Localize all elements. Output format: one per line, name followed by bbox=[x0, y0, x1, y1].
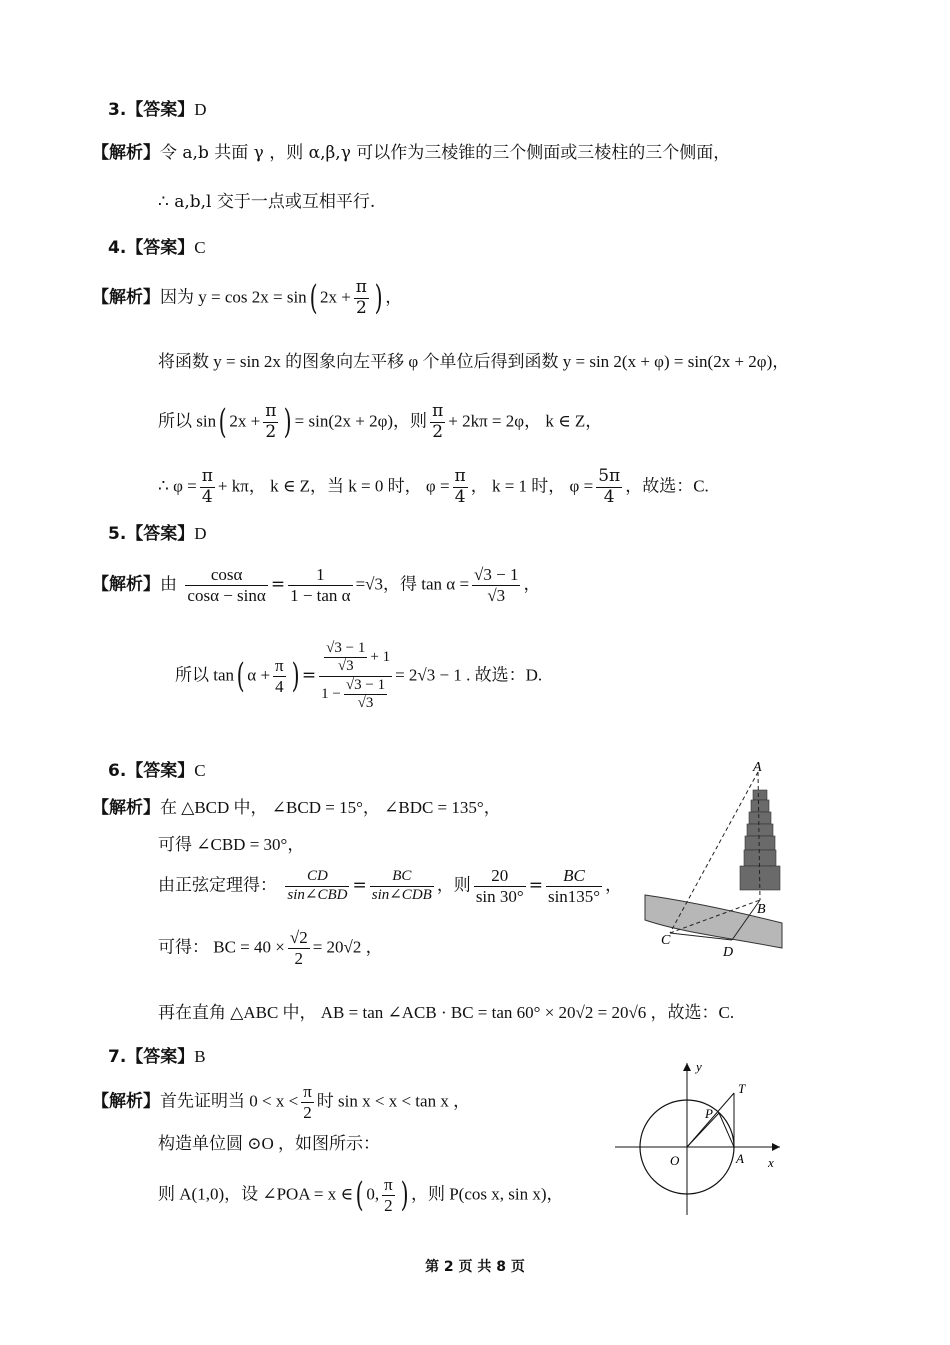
q6-line2: 可得 ∠CBD = 30°， bbox=[158, 835, 305, 854]
pagoda-figure bbox=[640, 760, 790, 960]
q6-line5: 再在直角 △ABC 中， AB = tan ∠ACB · BC = tan 60° × 20√2 = 20√6 ，故选：C. bbox=[158, 1003, 735, 1022]
fig-label-b: B bbox=[757, 902, 766, 917]
q6-line4: 可得： BC = 40 × $\frac{√2}{2}$ = 20√2 ， bbox=[158, 928, 383, 968]
fig-label-y: y bbox=[696, 1059, 702, 1074]
q5-header: 5.【答案】D bbox=[108, 524, 207, 544]
q3-line1: 【解析】令 a,b 共面 γ ，则 α,β,γ 可以作为三棱锥的三个侧面或三棱柱的三个侧面， bbox=[92, 143, 731, 163]
q7-line2: 构造单位圆 ⊙O ，如图所示： bbox=[158, 1134, 381, 1153]
fig-label-o: O bbox=[670, 1153, 680, 1168]
q4-line2: 将函数 y = sin 2x 的图象向左平移 φ 个单位后得到函数 y = sin 2(x + φ) = sin(2x + 2φ)， bbox=[158, 352, 790, 371]
q6-line1: 【解析】在 △BCD 中， ∠BCD = 15°， ∠BDC = 135°， bbox=[92, 798, 501, 818]
fig-label-a: A bbox=[753, 760, 762, 775]
unit-circle-figure bbox=[610, 1055, 790, 1220]
q4-line4: ∴ φ = $\frac{\pi}{4}$ + kπ， k ∈ Z，当 k = 0 时， φ = $\frac{\pi}{4}$ ， k = 1 时， φ = $\frac{5\pi}{4}$ ，故选：C. bbox=[158, 466, 709, 507]
q5-line1: 【解析】由 $\frac{\cos\alpha}{\cos\alpha - \sin\alpha}$ = $\frac{1}{\text{1 − tan α}}$ =√3，得 tan α = $\frac{√3 - 1}{√3}$ ， bbox=[92, 565, 541, 605]
q7-line3: 则 A(1,0)，设 ∠POA = x ∈( 0, $\frac{\pi}{2}$ ) ，则 P(cos x, sin x)， bbox=[158, 1175, 564, 1216]
fig-label-d: D bbox=[723, 945, 734, 960]
page-footer: 第 2 页 共 8 页 bbox=[425, 1259, 525, 1275]
q6-header: 6.【答案】C bbox=[108, 761, 206, 781]
q5-line2: 所以 tan( α + $\frac{\pi}{4}$ ) = $\frac{√3 - 1}{√3}$ + 1 1 − $\frac{√3 - 1}{√3}$ = 2√3 − 1 . 故选：D. bbox=[175, 640, 543, 711]
fig-label-x: x bbox=[768, 1155, 774, 1170]
q4-header: 4.【答案】C bbox=[108, 238, 206, 258]
q4-line3: 所以 sin( 2x + $\frac{\pi}{2}$ ) = sin(2x + 2φ)，则 $\frac{\pi}{2}$ + 2kπ = 2φ， k ∈ Z， bbox=[158, 401, 603, 443]
fig-label-t: T bbox=[738, 1081, 746, 1096]
q6-line3: 由正弦定理得： $\frac{CD}{\text{sin∠CBD}}$ = $\frac{BC}{\text{sin∠CDB}}$ ，则 $\frac{20}{\sin 30^\circ}$ = $\frac{BC}{\sin 135^\circ}$ ， bbox=[158, 866, 623, 906]
q4-line1: 【解析】因为 y = cos 2x = sin( 2x + $\frac{\pi}{2}$ ) ， bbox=[92, 277, 403, 319]
q3-header: 3.【答案】D bbox=[108, 100, 207, 120]
fig-label-a: A bbox=[736, 1151, 744, 1166]
q3-line2: ∴ a,b,l 交于一点或互相平行. bbox=[158, 192, 376, 212]
q7-header: 7.【答案】B bbox=[108, 1047, 206, 1067]
fig-label-p: P bbox=[705, 1106, 713, 1121]
q7-line1: 【解析】首先证明当 0 < x < $\frac{\pi}{2}$ 时 sin x < x < tan x ， bbox=[92, 1082, 471, 1122]
fig-label-c: C bbox=[661, 933, 671, 948]
